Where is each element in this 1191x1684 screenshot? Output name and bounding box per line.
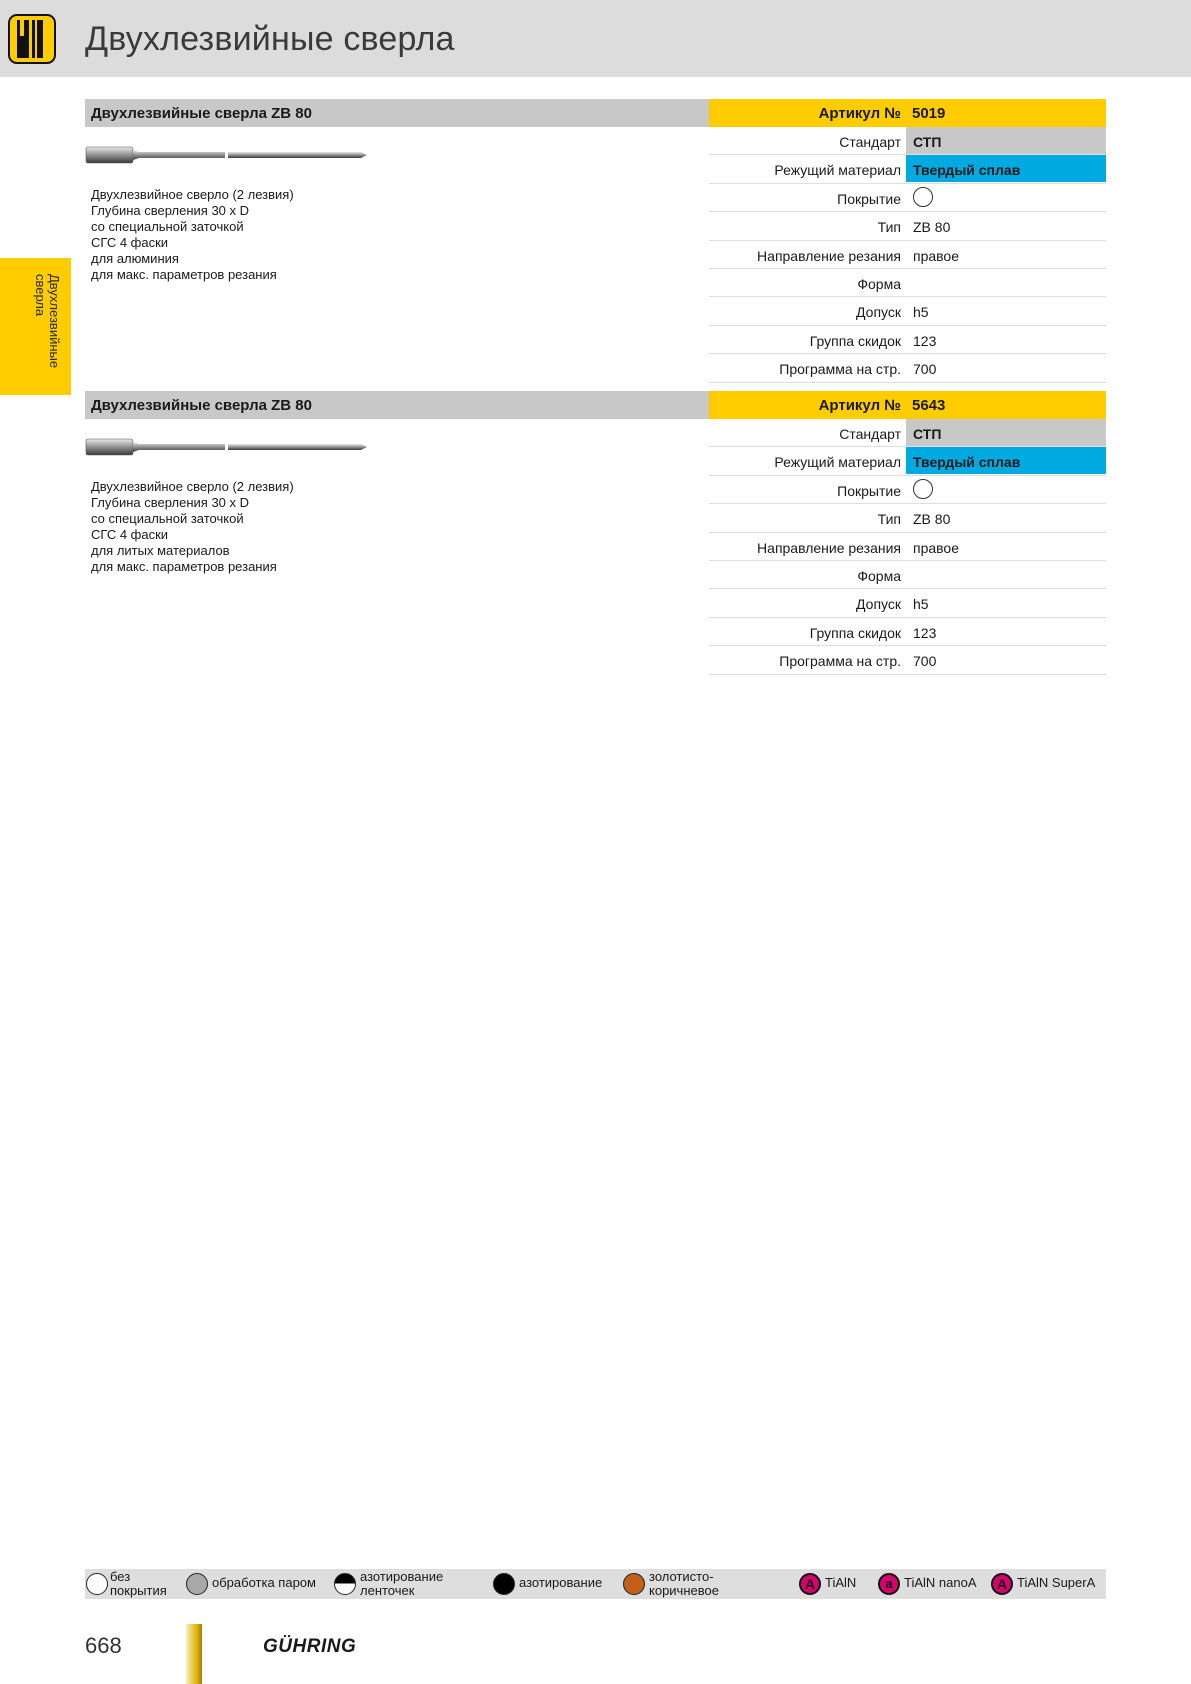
spec-value — [906, 476, 1106, 503]
spec-row-coating — [709, 476, 1106, 504]
product-title-bar — [85, 99, 709, 127]
spec-row-type — [709, 212, 1106, 240]
legend-label-line: покрытия — [110, 1583, 167, 1598]
product-title: Двухлезвийные сверла ZB 80 — [91, 397, 312, 414]
spec-label: Тип — [877, 219, 901, 236]
product-section-2 — [85, 391, 1106, 673]
footer-accent-bar — [186, 1624, 202, 1684]
article-label: Артикул № — [818, 397, 901, 414]
spec-label: Группа скидок — [809, 624, 901, 641]
spec-value: h5 — [913, 304, 929, 321]
legend-label: TiAlN — [825, 1575, 857, 1590]
page-title: Двухлезвийные сверла — [85, 20, 455, 58]
description-line: Глубина сверления 30 x D — [91, 203, 250, 218]
description-line: Глубина сверления 30 x D — [91, 495, 250, 510]
spec-value — [906, 269, 1106, 296]
spec-value: ZB 80 — [913, 219, 951, 236]
uncoated-icon — [913, 479, 933, 499]
article-number[interactable]: 5019 — [912, 105, 946, 122]
product-title: Двухлезвийные сверла ZB 80 — [91, 105, 312, 122]
margin-nitriding-icon — [334, 1573, 356, 1595]
spec-value: СТП — [906, 127, 1106, 154]
spec-row-tolerance — [709, 589, 1106, 617]
spec-value: Твердый сплав — [906, 155, 1106, 182]
spec-table — [709, 419, 1106, 675]
spec-label: Покрытие — [837, 482, 901, 499]
tialn-badge-icon: A — [799, 1573, 821, 1595]
spec-row-cutting-material — [709, 155, 1106, 183]
spec-row-program-page — [709, 354, 1106, 382]
description-line: со специальной заточкой — [91, 219, 244, 234]
article-bar — [709, 99, 1106, 127]
spec-label: Режущий материал — [774, 454, 901, 471]
brand-logo: GÜHRING — [263, 1636, 357, 1657]
page-number: 668 — [85, 1633, 122, 1658]
spec-label: Направление резания — [757, 539, 901, 556]
description-line: для литых материалов — [91, 543, 230, 558]
spec-value — [906, 561, 1106, 588]
spec-value: Твердый сплав — [906, 447, 1106, 474]
spec-label: Стандарт — [839, 426, 901, 442]
spec-label: Форма — [857, 275, 901, 292]
spec-label: Стандарт — [839, 134, 901, 150]
legend-label — [110, 1570, 167, 1598]
spec-row-direction — [709, 533, 1106, 561]
product-header — [85, 391, 1106, 419]
spec-value: 123 — [913, 332, 937, 349]
coating-legend — [85, 1569, 1106, 1599]
article-number[interactable]: 5643 — [912, 397, 946, 414]
legend-label: TiAlN nanoA — [904, 1575, 977, 1590]
chapter-tab[interactable] — [0, 258, 71, 395]
description-line: Двухлезвийное сверло (2 лезвия) — [91, 479, 294, 494]
drill-bit-icon — [8, 14, 56, 64]
spec-label: Тип — [877, 511, 901, 528]
spec-row-coating — [709, 184, 1106, 212]
drill-image — [85, 144, 370, 166]
legend-label — [649, 1570, 719, 1598]
description-line: для макс. параметров резания — [91, 559, 277, 574]
spec-label: Форма — [857, 567, 901, 584]
description-line: СГС 4 фаски — [91, 527, 169, 542]
spec-label: Группа скидок — [809, 332, 901, 349]
spec-value: ZB 80 — [913, 511, 951, 528]
legend-label-line: золотисто- — [649, 1569, 714, 1584]
legend-label-line: без — [110, 1569, 131, 1584]
spec-label: Режущий материал — [774, 162, 901, 179]
spec-label: Программа на стр. — [779, 653, 901, 670]
tialn-super-badge-icon: A — [991, 1573, 1013, 1595]
spec-row-shape — [709, 269, 1106, 297]
page-header — [0, 0, 1191, 77]
spec-row-cutting-material — [709, 447, 1106, 475]
product-description — [91, 187, 651, 283]
article-label: Артикул № — [818, 105, 901, 122]
spec-label: Допуск — [856, 304, 901, 321]
spec-value: h5 — [913, 596, 929, 613]
description-line: со специальной заточкой — [91, 511, 244, 526]
spec-value: СТП — [906, 419, 1106, 446]
spec-row-discount — [709, 618, 1106, 646]
legend-label-line: азотирование — [360, 1569, 444, 1584]
spec-value: правое — [913, 247, 960, 264]
spec-row-standard — [709, 127, 1106, 155]
spec-row-type — [709, 504, 1106, 532]
description-line: для алюминия — [91, 251, 179, 266]
spec-value — [906, 184, 1106, 211]
spec-value[interactable]: 700 — [913, 653, 937, 670]
spec-label: Покрытие — [837, 190, 901, 207]
description-line: для макс. параметров резания — [91, 267, 277, 282]
gold-brown-icon — [623, 1573, 645, 1595]
legend-label: азотирование — [519, 1575, 603, 1590]
product-header — [85, 99, 1106, 127]
steam-treatment-icon — [186, 1573, 208, 1595]
spec-row-tolerance — [709, 297, 1106, 325]
spec-row-direction — [709, 241, 1106, 269]
drill-image — [85, 436, 370, 458]
product-description — [91, 479, 651, 575]
legend-label-line: коричневое — [649, 1583, 719, 1598]
spec-table — [709, 127, 1106, 383]
article-bar — [709, 391, 1106, 419]
spec-row-shape — [709, 561, 1106, 589]
spec-label: Допуск — [856, 596, 901, 613]
legend-label: TiAlN SuperA — [1017, 1575, 1096, 1590]
product-title-bar — [85, 391, 709, 419]
product-section-1 — [85, 99, 1106, 381]
spec-row-program-page — [709, 646, 1106, 674]
description-line: СГС 4 фаски — [91, 235, 169, 250]
spec-row-standard — [709, 419, 1106, 447]
tialn-nano-badge-icon: a — [878, 1573, 900, 1595]
spec-value[interactable]: 700 — [913, 361, 937, 378]
spec-label: Направление резания — [757, 247, 901, 264]
legend-label: обработка паром — [212, 1575, 316, 1590]
nitriding-icon — [493, 1573, 515, 1595]
uncoated-icon — [913, 187, 933, 207]
spec-value: правое — [913, 539, 960, 556]
description-line: Двухлезвийное сверло (2 лезвия) — [91, 187, 294, 202]
spec-label: Программа на стр. — [779, 361, 901, 378]
uncoated-icon — [86, 1573, 108, 1595]
chapter-tab-label: Двухлезвийные сверла — [33, 274, 62, 369]
legend-label-line: ленточек — [360, 1583, 415, 1598]
legend-label — [360, 1570, 443, 1598]
spec-row-discount — [709, 326, 1106, 354]
spec-value: 123 — [913, 624, 937, 641]
